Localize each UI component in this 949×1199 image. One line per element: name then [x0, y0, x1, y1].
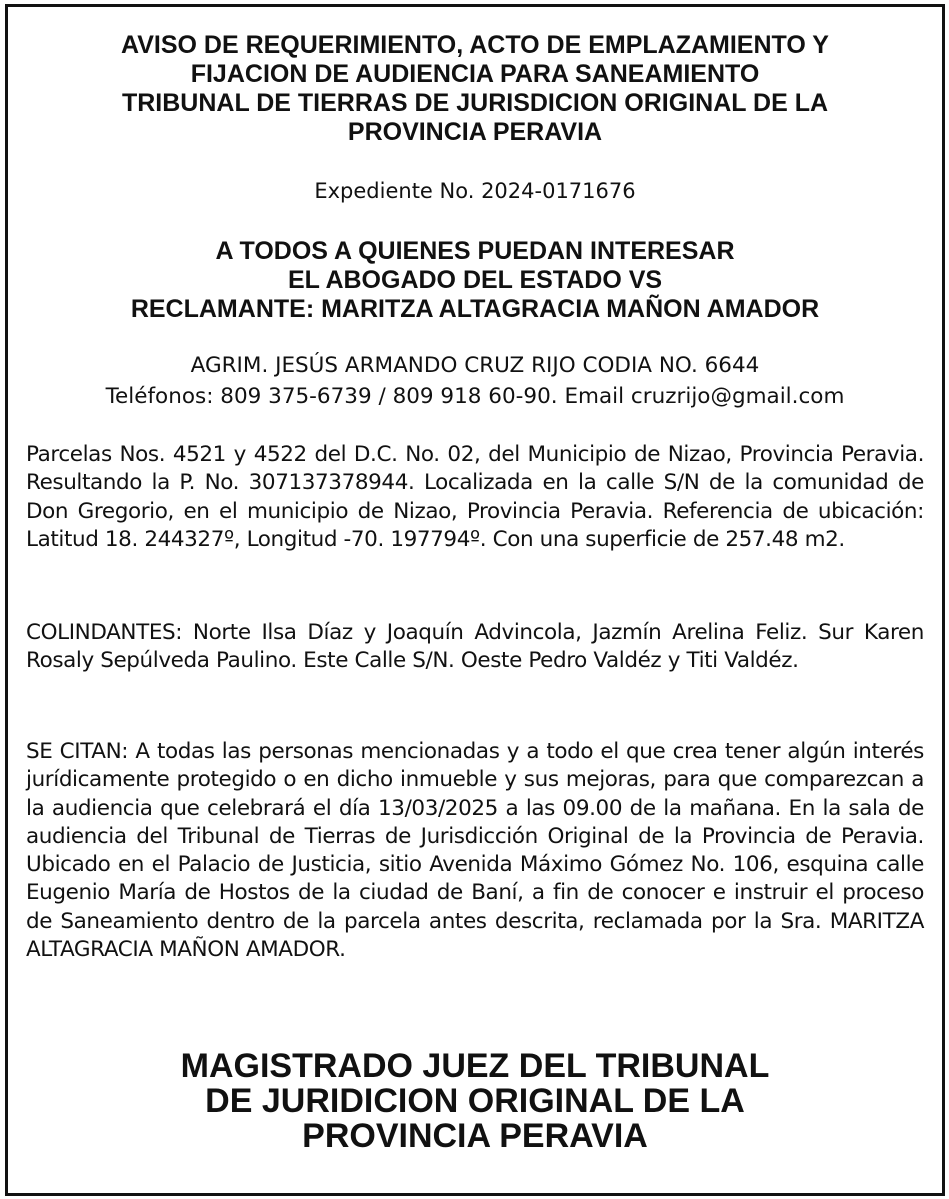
notice-heading	[8, 237, 942, 324]
heading-line: EL ABOGADO DEL ESTADO VS	[287, 266, 663, 294]
heading-line: RECLAMANTE: MARITZA ALTAGRACIA MAÑON AMADOR	[130, 295, 820, 323]
citation-paragraph: SE CITAN: A todas las personas mencionadas y a todo el que crea tener algún interés jurídicamente protegido o en dicho inmueble y sus mejoras, para que comparezcan a la audiencia que celebrará el día 13/03/2025 a las 09.00 de la mañana. En la sala de audiencia del Tribunal de Tierras de Jurisdicción Original de la Provincia de Peravia. Ubicado en el Palacio de Justicia, sitio Avenida Máximo Gómez No. 106, esquina calle Eugenio María de Hostos de la ciudad de Baní, a fin de conocer e instruir el proceso de Saneamiento dentro de la parcela antes descrita, reclamada por la Sra. MARITZA ALTAGRACIA MAÑON AMADOR.	[26, 739, 924, 963]
title-line: PROVINCIA PERAVIA	[347, 118, 603, 146]
title-line: TRIBUNAL DE TIERRAS DE JURISDICION ORIGINAL DE LA	[121, 89, 829, 117]
title-line: FIJACION DE AUDIENCIA PARA SANEAMIENTO	[190, 60, 760, 88]
signature-block	[8, 1049, 942, 1154]
notice-frame	[5, 4, 945, 1196]
closing-line: DE JURIDICION ORIGINAL DE LA	[205, 1082, 745, 1120]
title-line: AVISO DE REQUERIMIENTO, ACTO DE EMPLAZAMIENTO Y	[121, 31, 829, 59]
closing-line: MAGISTRADO JUEZ DEL TRIBUNAL	[180, 1047, 770, 1085]
surveyor-phones: Teléfonos: 809 375-6739 / 809 918 60-90. Email cruzrijo@gmail.com	[105, 384, 845, 409]
closing-line: PROVINCIA PERAVIA	[302, 1117, 648, 1155]
parcel-paragraph: Parcelas Nos. 4521 y 4522 del D.C. No. 02, del Municipio de Nizao, Provincia Peravia. Resultando la P. No. 307137378944. Localizada en la calle S/N de la comunidad de Don Gregorio, en el municipio de Nizao, Provincia Peravia. Referencia de ubicación: Latitud 18. 244327º, Longitud -70. 197794º. Con una superficie de 257.48 m2.	[26, 442, 924, 552]
colindantes-paragraph: COLINDANTES: Norte Ilsa Díaz y Joaquín Advincola, Jazmín Arelina Feliz. Sur Karen Rosaly Sepúlveda Paulino. Este Calle S/N. Oeste Pedro Valdéz y Titi Valdéz.	[26, 620, 924, 674]
case-number: Expediente No. 2024-0171676	[314, 179, 636, 203]
notice-title	[8, 31, 942, 147]
heading-line: A TODOS A QUIENES PUEDAN INTERESAR	[215, 237, 735, 265]
surveyor-name: AGRIM. JESÚS ARMANDO CRUZ RIJO CODIA NO. 6644	[190, 353, 760, 378]
surveyor-contact	[8, 350, 942, 412]
